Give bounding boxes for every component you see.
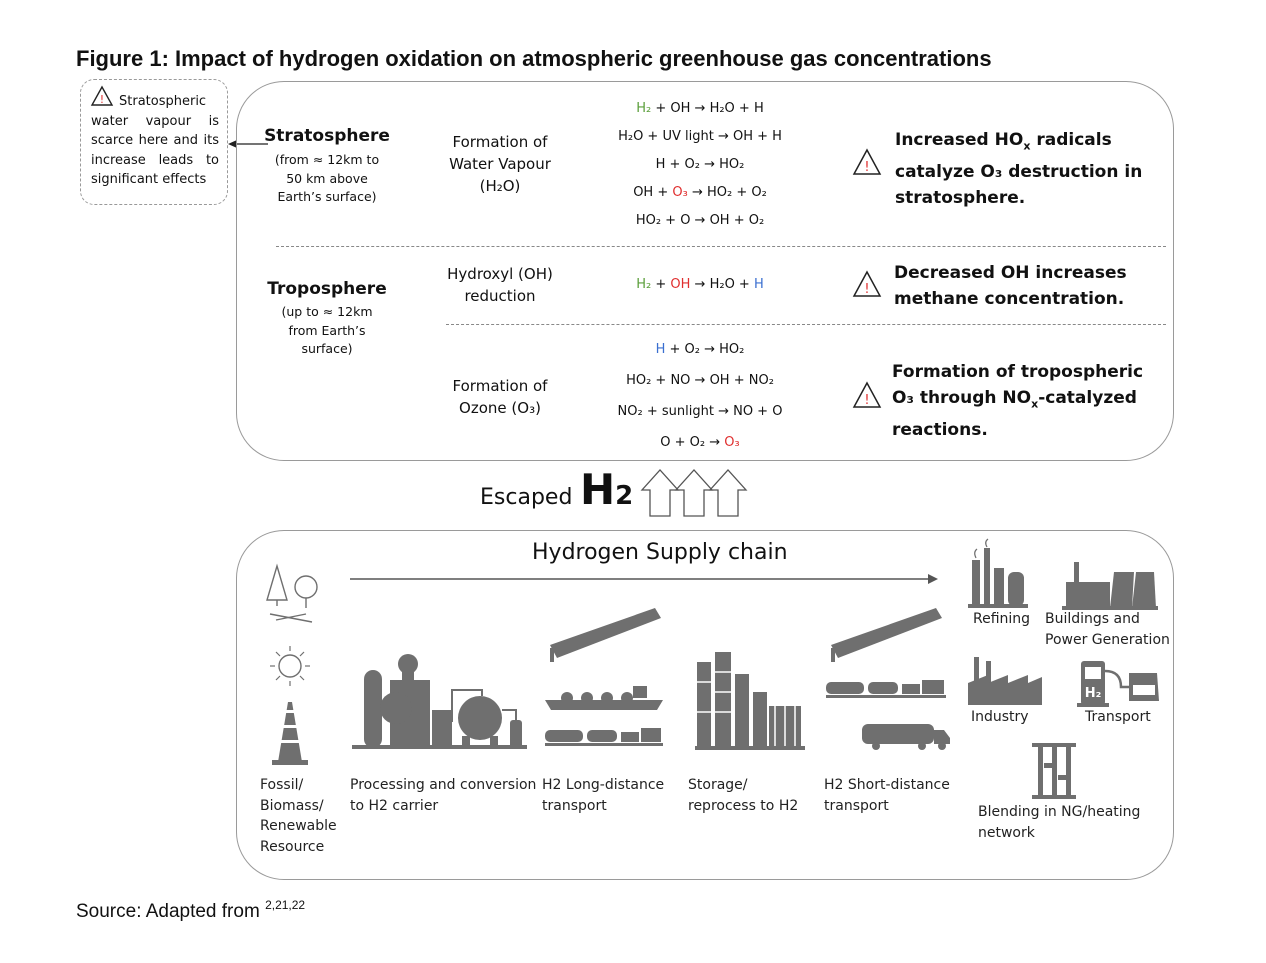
pipeline-icon bbox=[550, 608, 661, 658]
troposphere-oh-effect: Decreased OH increases methane concentration. bbox=[894, 263, 1127, 309]
stratosphere-effect: Increased $HO_x$ radicals catalyze O₃ destruction in stratosphere. bbox=[895, 130, 1143, 209]
transport-label: Transport bbox=[1085, 709, 1151, 725]
sun-icon bbox=[279, 655, 301, 677]
train-icon bbox=[545, 728, 663, 746]
supply-chain-arrow bbox=[350, 572, 940, 586]
refinery-icon bbox=[968, 542, 1028, 608]
warning-icon bbox=[853, 271, 881, 297]
warning-icon bbox=[853, 382, 881, 408]
tree-icon bbox=[295, 576, 317, 598]
tree-icon bbox=[267, 566, 287, 600]
reaction-strat-1: H₂ + OH → H₂O + H bbox=[636, 101, 764, 116]
buildings-label: Buildings and Power Generation bbox=[1045, 611, 1170, 648]
note-text: Stratospheric water vapour is scarce here and its increase leads to significant effects bbox=[91, 94, 219, 187]
short-transport-icons bbox=[826, 600, 951, 750]
water-vapour-process: Formation of Water Vapour (H₂O) bbox=[449, 133, 551, 195]
source-note: Source: Adapted from $^{2,21,22}$ bbox=[76, 898, 306, 922]
long-transport-icons bbox=[545, 600, 670, 750]
reaction-trop-o3-1: H + O₂ → HO₂ bbox=[655, 342, 745, 357]
blending-label: Blending in NG/heating network bbox=[978, 804, 1141, 841]
storage-facility-icon bbox=[695, 652, 805, 750]
troposphere-range: (up to ≈ 12km from Earth’s surface) bbox=[281, 304, 373, 356]
train-icon bbox=[826, 680, 946, 698]
svg-text:!: ! bbox=[864, 282, 870, 297]
warning-icon bbox=[91, 86, 113, 106]
power-plant-icon bbox=[1062, 560, 1158, 610]
troposphere-divider bbox=[446, 324, 1166, 325]
stratosphere-label: Stratosphere bbox=[264, 126, 390, 146]
processing-plant-icon bbox=[352, 650, 527, 750]
pipeline-icon bbox=[831, 608, 942, 658]
reaction-trop-o3-2: HO₂ + NO → OH + NO₂ bbox=[626, 373, 774, 388]
reaction-strat-2: H₂O + UV light → OH + H bbox=[618, 129, 782, 144]
short-transport-label: H2 Short-distance transport bbox=[824, 777, 950, 814]
figure-title: Figure 1: Impact of hydrogen oxidation on atmospheric greenhouse gas concentrations bbox=[76, 46, 992, 71]
fuel-station-icon bbox=[1077, 657, 1161, 707]
storage-label: Storage/ reprocess to H2 bbox=[688, 777, 799, 814]
escaped-label: Escaped bbox=[480, 485, 573, 510]
long-transport-label: H2 Long-distance transport bbox=[542, 777, 665, 814]
svg-text:H₂: H₂ bbox=[1084, 686, 1102, 701]
reaction-strat-4: OH + O₃ → HO₂ + O₂ bbox=[633, 185, 767, 200]
troposphere-label: Troposphere bbox=[267, 279, 387, 299]
reaction-trop-o3-3: NO₂ + sunlight → NO + O bbox=[617, 404, 783, 419]
ship-icon bbox=[545, 686, 663, 710]
oil-rig-icon bbox=[272, 702, 308, 765]
svg-text:!: ! bbox=[864, 393, 870, 408]
layer-divider bbox=[276, 246, 1166, 247]
reaction-strat-3: H + O₂ → HO₂ bbox=[655, 157, 745, 172]
warning-icon bbox=[853, 149, 881, 175]
h2-symbol: H2 bbox=[580, 465, 634, 514]
reaction-trop-oh: H₂ + OH → H₂O + H bbox=[636, 277, 764, 292]
reaction-strat-5: HO₂ + O → OH + O₂ bbox=[635, 213, 765, 228]
industry-label: Industry bbox=[971, 709, 1029, 725]
refining-label: Refining bbox=[973, 611, 1031, 627]
truck-icon bbox=[862, 724, 950, 750]
ozone-process: Formation of Ozone (O₃) bbox=[452, 377, 548, 417]
troposphere-o3-effect: Formation of tropospheric O₃ through $NO_x$-catalyzed reactions. bbox=[892, 362, 1144, 441]
stratospheric-note bbox=[80, 79, 228, 205]
upward-arrows bbox=[640, 468, 750, 518]
stratosphere-range: (from ≈ 12km to 50 km above Earth’s surface) bbox=[274, 152, 380, 204]
svg-text:!: ! bbox=[99, 93, 105, 106]
processing-label: Processing and conversion to H2 carrier bbox=[350, 777, 537, 814]
resource-label: Fossil/ Biomass/ Renewable Resource bbox=[260, 777, 337, 855]
industry-icon bbox=[968, 655, 1042, 707]
reaction-trop-o3-4: O + O₂ → O₃ bbox=[660, 435, 740, 450]
svg-text:!: ! bbox=[864, 160, 870, 175]
hydroxyl-process: Hydroxyl (OH) reduction bbox=[447, 265, 553, 305]
heating-network-icon bbox=[1030, 741, 1078, 799]
supply-chain-title: Hydrogen Supply chain bbox=[532, 540, 788, 565]
resource-icons bbox=[262, 560, 322, 770]
